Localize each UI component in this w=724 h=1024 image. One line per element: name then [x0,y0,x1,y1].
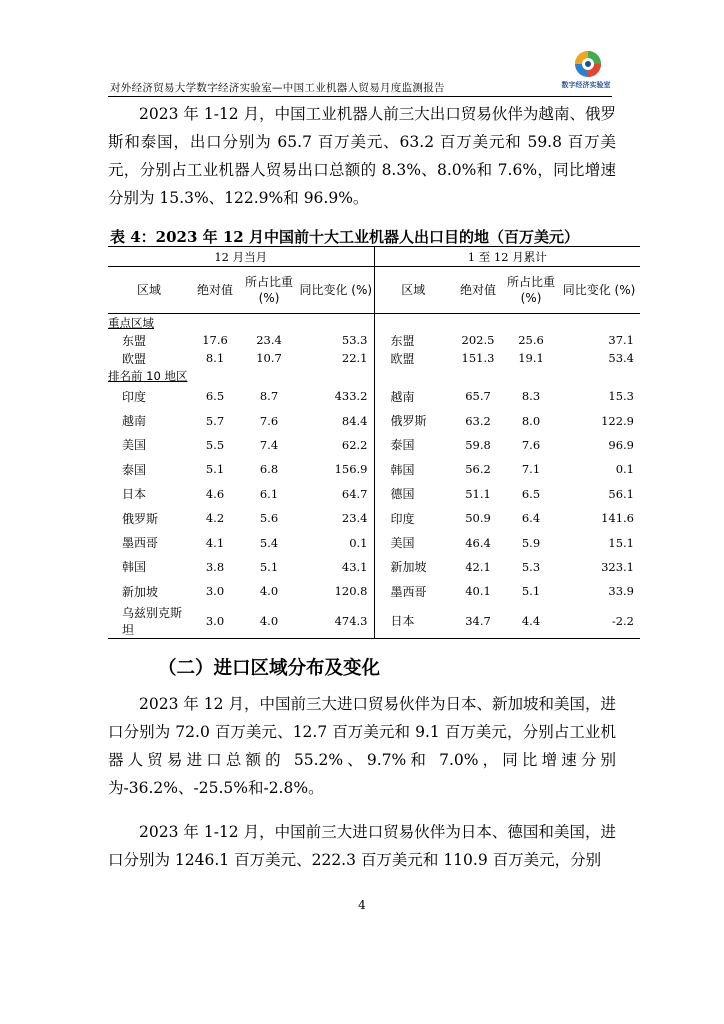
cell-r-name: 欧盟 [390,351,415,366]
cell-r-share: 5.3 [521,559,541,574]
cell-l-abs: 3.0 [190,604,240,639]
cell-r-yoy: 141.6 [601,511,634,526]
logo-label: 数字经济实验室 [561,81,611,89]
col-abs-cum: 绝对值 [452,267,504,314]
section-title-import: （二）进口区域分布及变化 [158,658,381,679]
cell-r-name: 印度 [390,511,415,526]
cell-l-yoy: 53.3 [298,331,374,349]
section-key-regions [108,314,640,332]
cell-r-name: 越南 [390,389,415,404]
cell-r-name: 泰国 [390,438,415,453]
cell-r-abs: 59.8 [465,437,491,452]
cell-l-name: 东盟 [122,333,147,348]
cell-r-share: 19.1 [518,351,544,365]
cell-r-yoy: 122.9 [601,413,634,428]
table-row [108,384,640,408]
cell-l-abs: 17.6 [202,333,228,347]
cell-l-name: 日本 [122,487,147,502]
cell-l-share: 6.8 [259,462,279,477]
cell-r-yoy: 15.3 [608,389,634,404]
cell-r-share: 7.6 [521,437,541,452]
col-abs: 绝对值 [190,267,240,314]
cell-r-yoy: 53.4 [608,351,634,365]
col-region-cum: 区域 [374,267,452,314]
cell-l-yoy: 22.1 [298,349,374,367]
cell-l-abs: 5.5 [205,437,225,452]
paragraph-export-partners: 2023 年 1-12 月，中国工业机器人前三大出口贸易伙伴为越南、俄罗斯和泰国，出口分别为 65.7 百万美元、63.2 百万美元和 59.8 百万美元，分别占工业机器人贸易出口总额的 8.3%、8.0%和 7.6%，同比增速分别为 15.3%、122.9%和 96.9%。 [108,105,616,207]
cell-l-abs: 3.8 [205,559,225,574]
cell-l-name: 新加坡 [122,584,159,599]
cell-l-abs: 8.1 [205,351,225,365]
col-share-cum: 所占比重 (%) [504,267,558,314]
cell-l-yoy: 0.1 [298,530,374,554]
col-yoy: 同比变化 (%) [298,267,374,314]
table-column-header [108,267,640,314]
cell-r-name: 德国 [390,487,415,502]
cell-r-abs: 51.1 [465,486,491,501]
cell-r-yoy: 15.1 [608,535,634,550]
table-row [108,457,640,481]
cell-r-yoy: 56.1 [608,486,634,501]
table-row [108,349,640,367]
paragraph-import-monthly: 2023 年 12 月，中国前三大进口贸易伙伴为日本、新加坡和美国，进口分别为 72.0 百万美元、12.7 百万美元和 9.1 百万美元，分别占工业机器人贸易进口总额的 55.2%、9.7%和 7.0%，同比增速分别为-36.2%、-25.5%和-2.8%。 [108,695,616,797]
cell-r-abs: 34.7 [452,604,504,639]
cell-l-share: 5.6 [259,511,279,526]
cell-r-yoy: 33.9 [608,584,634,599]
cell-l-name: 美国 [122,438,147,453]
table-group-header [108,247,640,267]
cell-l-abs: 3.0 [205,584,225,599]
col-region: 区域 [108,267,190,314]
cell-r-share: 8.0 [521,413,541,428]
cell-l-share: 4.0 [240,604,298,639]
cell-r-share: 4.4 [504,604,558,639]
cell-r-abs: 40.1 [465,584,491,599]
header-rule [108,96,612,97]
cell-l-yoy: 120.8 [298,579,374,603]
cell-r-name: 美国 [390,536,415,551]
cell-r-abs: 63.2 [465,413,491,428]
cell-l-abs: 5.7 [205,413,225,428]
cell-l-name: 欧盟 [122,351,147,366]
cell-l-yoy: 156.9 [298,457,374,481]
cell-r-yoy: 323.1 [601,559,634,574]
cell-l-name: 韩国 [122,560,147,575]
table-caption: 表 4：2023 年 12 月中国前十大工业机器人出口目的地（百万美元） [110,228,579,246]
cell-l-name: 俄罗斯 [122,511,159,526]
page-number: 4 [358,898,366,912]
cell-l-yoy: 433.2 [298,384,374,408]
cell-l-share: 7.6 [259,413,279,428]
cell-l-yoy: 62.2 [298,433,374,457]
cell-r-share: 8.3 [521,389,541,404]
cell-l-share: 7.4 [259,437,279,452]
cell-l-share: 10.7 [256,351,282,365]
table-row [108,530,640,554]
cell-r-share: 5.1 [521,584,541,599]
section-label: 重点区域 [108,314,374,332]
report-header: 对外经济贸易大学数字经济实验室—中国工业机器人贸易月度监测报告 [110,82,445,94]
cell-r-abs: 65.7 [465,389,491,404]
cell-l-name: 泰国 [122,462,147,477]
cell-r-share: 7.1 [521,462,541,477]
cell-r-yoy: 96.9 [608,437,634,452]
cell-r-name: 墨西哥 [390,584,427,599]
cell-r-name: 韩国 [390,462,415,477]
cell-r-share: 25.6 [518,333,544,347]
cell-l-share: 23.4 [256,333,282,347]
cell-l-yoy: 43.1 [298,555,374,579]
table-row [108,408,640,432]
cell-l-name: 墨西哥 [122,536,159,551]
cell-l-yoy: 23.4 [298,506,374,530]
section-label: 排名前 10 地区 [108,367,374,384]
cell-r-abs: 151.3 [461,351,495,365]
export-destinations-table [108,246,640,639]
group-cumulative: 1 至 12 月累计 [374,247,640,267]
col-yoy-cum: 同比变化 (%) [558,267,640,314]
cell-l-share: 5.1 [259,559,279,574]
cell-l-abs: 5.1 [205,462,225,477]
section-top-regions [108,367,640,384]
cell-l-yoy: 474.3 [298,604,374,639]
cell-l-name: 越南 [122,414,147,429]
cell-l-share: 6.1 [259,486,279,501]
paragraph-import-cumulative: 2023 年 1-12 月，中国前三大进口贸易伙伴为日本、德国和美国，进口分别为 1246.1 百万美元、222.3 百万美元和 110.9 百万美元，分别 [108,823,616,869]
table-row [108,579,640,603]
cell-r-name: 日本 [374,604,452,639]
table-row [108,555,640,579]
cell-l-name: 乌兹别克斯坦 [108,604,190,639]
cell-r-name: 东盟 [390,333,415,348]
cell-r-name: 新加坡 [390,560,427,575]
col-share: 所占比重 (%) [240,267,298,314]
cell-r-name: 俄罗斯 [390,414,427,429]
cell-l-share: 4.0 [259,584,279,599]
cell-r-yoy: 0.1 [615,462,634,477]
cell-r-abs: 50.9 [465,511,491,526]
cell-r-abs: 46.4 [465,535,491,550]
cell-l-share: 8.7 [259,389,279,404]
table-row [108,482,640,506]
cell-r-share: 6.4 [521,511,541,526]
cell-l-share: 5.4 [259,535,279,550]
table-row [108,506,640,530]
cell-l-abs: 4.6 [205,486,225,501]
cell-r-abs: 56.2 [465,462,491,477]
table-row [108,331,640,349]
cell-l-abs: 4.2 [205,511,225,526]
cell-r-abs: 42.1 [465,559,491,574]
cell-l-yoy: 64.7 [298,482,374,506]
cell-l-yoy: 84.4 [298,408,374,432]
cell-l-abs: 4.1 [205,535,225,550]
table-row [108,604,640,639]
cell-r-yoy: 37.1 [608,333,634,347]
cell-l-abs: 6.5 [205,389,225,404]
group-monthly: 12 月当月 [108,247,374,267]
cell-r-abs: 202.5 [461,333,495,347]
cell-r-share: 6.5 [521,486,541,501]
cell-l-name: 印度 [122,389,147,404]
table-row [108,433,640,457]
cell-r-yoy: -2.2 [558,604,640,639]
cell-r-share: 5.9 [521,535,541,550]
